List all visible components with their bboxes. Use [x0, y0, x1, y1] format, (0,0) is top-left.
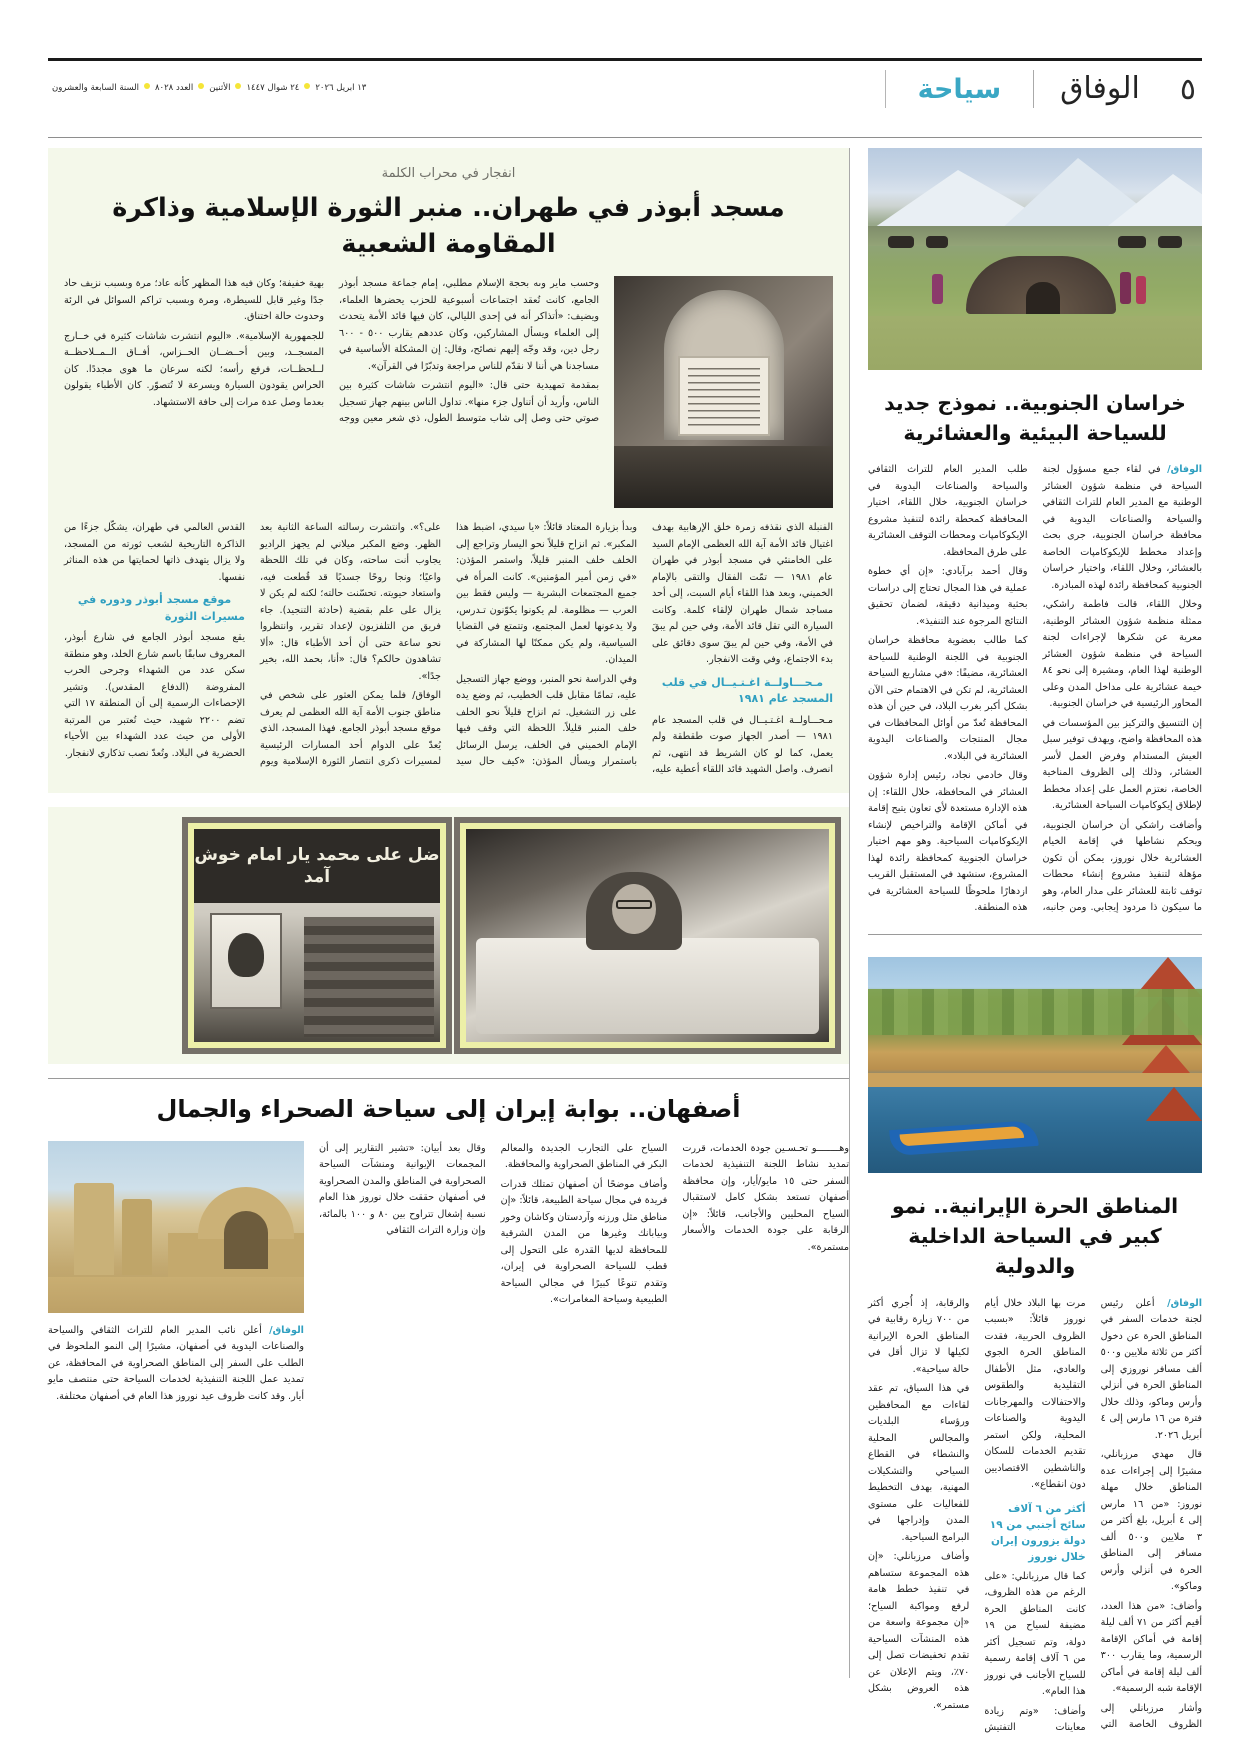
left-article-2-headline: المناطق الحرة الإيرانية.. نمو كبير في السياحة الداخلية والدولية: [891, 1194, 1179, 1278]
left-article-2-c1-p4: وأشار مرزبانلي إلى الظروف الخاصة التي مرت بها البلاد خلال أيام نوروز قائلاً: «بسبب الظروف الحربية، فقدت المناطق الحرة الجوي والعادي، مثل الأطفال التقليدية والطقوس والاحتفالات والمهرجانات اليدوية والصناعات المحلية، ولكن استمر تقديم الخدمات للسكان والناشطين الاقتصاديين دون انقطاع».: [984, 1297, 1202, 1731]
left-article-1-para-2: وخلال اللقاء، قالت فاطمة راشكي، ممثلة منظمة شؤون العشائر الوطنية، معرية عن شكرها لإجراءات لجنة السياحة في منظمة شؤون العشائر الوطنية لهذا العام، ومشيرة إلى نحو ٨٤ خيمة عشائرية على مداخل المدن وعلى المحاور الرئيسية في خراسان الجنوبية.: [1042, 599, 1202, 710]
bottom-col-3: [501, 1141, 668, 1409]
tower-shape: [122, 1199, 152, 1275]
left-article-1-para-3: إن التنسيق والتركيز بين المؤسسات في هذه المحافظة واضح، ويهدف توفير سبل العيش المستدام وفرض العمل لأسر العشائر، وذلك إلى الظروف المناخية الخاصة، نعتزم العمل على إعداد مخطط لإطلاق إيكوكامپات السياحة العشائرية.: [1042, 717, 1202, 812]
masthead-divider-2: [885, 70, 886, 108]
left-article-1-headline: خراسان الجنوبية.. نموذج جديد للسياحة البيئية والعشائرية: [884, 391, 1186, 445]
main-headline: مسجد أبوذر في طهران.. منبر الثورة الإسلامية وذاكرة المقاومة الشعبية: [112, 193, 785, 260]
welcome-poster-photo: [188, 823, 446, 1048]
left-article-1-para-1: في لقاء جمع مسؤول لجنة السياحة في منظمة شؤون العشائر الوطنية مع المدير العام للتراث الثقافي والسياحة والصناعات اليدوية في محافظة خراسان الجنوبية، جرى بحث وإعداد مخطط للإيكوكامپات الخاصة بالعشائر، وخلال اللقاء، واختيار خراسان الجنوبية كمحافظة رائدة لهذه المبادرة.: [1042, 464, 1202, 591]
bottom-article-block: [48, 1093, 849, 1408]
issue-meta: [48, 83, 885, 93]
left-article-2-c1-p1: أعلن رئيس لجنة خدمات السفر في المناطق الحرة عن دخول أكثر من ثلاثة ملايين و٥٠٠ ألف مسافر نوروزي إلى المناطق الحرة في أنزلي وأرس وماكو، وذلك خلال فترة من ١٦ مارس إلى ٤ أبريل ٢٠٢٦.: [1100, 1297, 1203, 1441]
minbar-stairs: [304, 917, 434, 1037]
wefagh-lead-tag: الوفاق/: [1167, 1297, 1202, 1309]
mosque-floor: [614, 446, 833, 508]
tree-line: [868, 989, 1202, 1035]
main-lede-p1: وحسب ماير وىه بحجة الإسلام مطلبي، إمام جماعة مسجد أبوذر الجامع، كانت تُعقد اجتماعات أسبوعية للحزب يحضرها العلماء، ويضيف: «أتذاكر أنه في إحدى الليالي، كان فيها قائد الأمة يتحدث إلى العلماء ويسأل المشاركين، وكان عددهم يقارب ٥٠٠ - ٦٠٠ رجل دين، وقد وجّه إليهم نصائح، وقال: إن المشكلة الأساسية في مساجدنا هي أننا لا نقدّم للناس مراجعة وتدبّرًا في القرآن».: [339, 278, 599, 372]
desert-landmark-photo: [48, 1141, 304, 1313]
wefagh-lead-tag: الوفاق/: [1167, 464, 1202, 476]
patient-figure: [586, 872, 682, 950]
boat-interior: [900, 1126, 1025, 1147]
bottom-c1-p1: أعلن نائب المدير العام للتراث الثقافي والسياحة والصناعات اليدوية في أصفهان، مشيرًا إلى النمو الملحوظ في الطلب على السفر إلى المناطق الصحراوية في المحافظة، عن تمديد عمل اللجنة التنفيذية لخدمات السياحة حتى منتصف مايو أيار. وقد كانت ظروف عيد نوروز هذا العام في أصفهان مختلفة.: [47, 1324, 304, 1402]
nomad-camp-photo: [868, 148, 1202, 370]
main-lede-p3: للجمهورية الإسلامية». «اليوم انتشرت شاشات كثيرة في خــارج المسجــد، وبين أحــضــان الحــزاس، أفــاق الــمــلاحظــة لــلحظــات، فرفع رأسه؛ لكنه سرعان ما هوى مجددًا. كان الحراس يقودون السيارة ويسرعة لا تُتصوّر. كان الأطباء يقولون بعدما وصل عدة مرات إلى حافة الاستشهاد.: [64, 330, 324, 408]
issue-meta-day: الأثنين: [209, 82, 231, 93]
face-shape: [612, 884, 656, 934]
calligraphy-lines: [688, 368, 760, 428]
paper-name: الوفاق: [1060, 70, 1140, 106]
masthead-bottom-rule: [48, 137, 1202, 138]
left-article-1-para-5: وقال أحمد برآبادي: «إن أي خطوة عملية في هذا المجال تحتاج إلى دراسات بحثية وميدانية دقيقة، لضمان تحقيق النتائج المرجوة عند التنفيذ».: [868, 566, 1028, 627]
leader-portrait: [210, 913, 282, 1009]
main-column: [48, 148, 849, 1688]
boat: [889, 1120, 1038, 1156]
main-subhead-1: مـحـــاولــة اغـتـيــال في قلب المسجد عام ١٩٨١: [661, 675, 833, 706]
issue-meta-year: السنة السابعة والعشرون: [52, 82, 139, 93]
wooden-deck: [868, 1073, 1202, 1087]
wefagh-lead-tag: الوفاق/: [269, 1324, 304, 1336]
nomad-tent: [966, 256, 1116, 314]
left-article-1-body: [868, 462, 1202, 918]
bottom-col-4: [682, 1141, 849, 1409]
livestock: [1158, 236, 1182, 248]
livestock: [926, 236, 948, 248]
mosque-archive-photo: [614, 276, 833, 508]
bottom-c3-p2: وأضاف موضحًا أن أصفهان تمتلك قدرات فريدة في مجال سياحة الطبيعة، قائلاً: «إن مناطق مثل ورزنه وآردستان وكاشان وخور وبيابانك وغيرها من المدن الشرقية للمحافظة لديها القدرة على التحول إلى قطب للسياحة الصحراوية في إيران، وتقدم تنوعًا كبيرًا في مجالي السياحة الطبيعية وسياحة المغامرات».: [500, 1178, 668, 1305]
issue-meta-issue: العدد ٨٠٢٨: [154, 82, 194, 93]
portrait-head: [228, 933, 264, 977]
issue-meta-gregorian: ١٣ ابريل ٢٠٢٦: [315, 82, 367, 93]
left-article-1-para-7: وقال خادمي نجاد، رئيس إدارة شؤون العشائر في المحافظة، خلال اللقاء: إن هذه الإدارة مستعدة لأي تعاون يتيح إقامة في أماكن الإقامة والتراخيص لإنشاء الإيكوكامپات السياحية. وهو مهم اختيار خراسان الجنوبية كمحافظة رائدة لهذا المشروع، سنشهد في المستقبل القريب ازدهارًا ملحوظًا للسياحة العشائرية في هذه المنطقة.: [868, 770, 1028, 914]
bottom-col-2: [319, 1141, 486, 1409]
main-lede-row: [64, 276, 833, 508]
left-article-2-c3-p1: في هذا السياق، تم عقد لقاءات مع المحافظين ورؤساء البلديات والمجالس المحلية والنشطاء في القطاع السياحي والتشكيلات المهنية، بهدف التخطيط للفعاليات على مستوى المدن وإدراجها في البرامج السياحية.: [868, 1383, 970, 1543]
bottom-c3-p1: السياح على التجارب الجديدة والمعالم البكر في المناطق الصحراوية والمحافظة.: [500, 1142, 668, 1170]
bullet-dot-icon: [235, 83, 241, 89]
bottom-col-1-wrap: [48, 1141, 304, 1409]
poster-text: ضل على محمد يار امام خوش آمد: [194, 844, 440, 887]
hospital-photo: [460, 823, 835, 1048]
mountain-shape: [1103, 174, 1202, 230]
left-article-2-c1-p3: وأضاف: «من هذا العدد، أقيم أكثر من ٧١ ألف ليلة إقامة في أماكن الإقامة الرسمية، وما يقارب ٣٠٠ ألف ليلة إقامة في أماكن الإقامة شبه الرسمية».: [1100, 1600, 1203, 1695]
main-lede-p2: بمقدمة تمهيدية حتى قال: «اليوم انتشرت شاشات كثيرة بين الناس، وأريد أن أتناول جزء منها». تداول الناس بينهم جهاز تسجيل صوتي حتى وصل إلى شاب متوسط الطول، ذي شعر معين ووجه بهية خفيفة؛ وكان فيه هذا المظهر كأنه عاد؛ مرة وبسبب نزيف حاد جدًا وغير قابل للسيطرة، ومرة وبسبب تراكم السوائل في الرئة وحدوث حالة اختناق.: [64, 278, 599, 425]
section-name: سياحة: [917, 73, 1002, 105]
bullet-dot-icon: [198, 83, 204, 89]
left-article-2-body: [868, 1296, 1202, 1737]
arch-shape: [224, 1211, 268, 1269]
main-sidebar-note: يقع مسجد أبوذر الجامع في شارع أبوذر، المعروف سابقًا باسم شارع الخلد، وهو منطقة سكن عدد من الشهداء وجرحى الحرب المفروضة (الدفاع المقدس). وتشير الإحصاءات الرسمية إلى أن المنطقة ١٧ التي تضم ٢٢٠٠ شهيد، حيث تُعتبر من المرتبة الأولى من حيث عدد الشهداء بين الأحياء الحضرية في البلاد. وتُعدّ نصب تذكاري لانفجار.: [64, 632, 246, 759]
main-col-4: الوفاق/ فلما يمكن العثور على شخص في مناطق جنوب الأمة آية الله العظمى لم يعرف موقع مسجد أبوذر الجامع. فهذا المسجد، الذي يُعدّ على الدوام أحد المسارات الرئيسية لمسيرات ذكرى انتصار الثورة الإسلامية ويوم القدس العالمي في طهران، يشكّل جزءًا من الذاكرة التاريخية لشعب ثورته من المسجد، ولا يزال يتهدف ذاتها لحمايتها من هذه المناثر نفسها.: [64, 522, 441, 768]
main-subhead-2: موقع مسجد أبوذر ودوره في مسيرات الثورة: [77, 593, 245, 623]
chalet-roof: [1146, 1087, 1202, 1121]
left-article-1-para-6: كما طالب بعضوية محافظة خراسان الجنوبية في اللجنة الوطنية للسياحة العشائرية، مضيفًا: «في مشاريع السياحة العشائرية، لم تكن في الاهتمام حتى الآن بشكل أكبر بغرب البلاد، في حين أن هذه المحافظة تُعدّ من أوائل المحافظات في مجال المنتجات والصناعات اليدوية العشائرية في البلاد».: [868, 635, 1028, 762]
person-figure: [1120, 272, 1131, 304]
page-number: ٥: [1179, 71, 1196, 107]
main-col-2: مـحـــاولــة اغـتـيــال في قلب المسجد عام ١٩٨١ — أصدر الجهاز صوت طقطقة ولم يعمل، كما لو كان الشريط قد انتهى، ثم انصرف. واصل الشهيد قائد اللقاء أعطية عليه، وبدأ بزيارة المعتاد قائلاً: «يا سيدي، اضبط هذا المكبر». ثم انزاح قليلاً نحو اليسار وتراجع إلى الخلف خلف المنبر قليلاً، واستمر المؤذن: «في زمن أمير المؤمنين». كانت المرأة في جميع المجتمعات البشرية — وليس فقط بين العرب — مظلومة. لم يكونوا يكوّنون تـدرس، ولا يدعونها لعمل المجتمع، وتتمتع في القضايا السياسية، ولم يكن ممكنًا لها المشاركة في الميدان.: [456, 522, 833, 776]
left-article-2-c2-p1: كما قال مرزبانلي: «على الرغم من هذه الظروف، كانت المناطق الحرة مضيفة لسياح من ١٩ دولة، وتم تسجيل أكثر من ٦ آلاف إقامة رسمية للسياح الأجانب في نوروز هذا العام».: [984, 1570, 1086, 1698]
bottom-article-row: [48, 1141, 849, 1409]
masthead: [48, 58, 1202, 110]
lake-resort-photo: [868, 957, 1202, 1173]
livestock: [888, 236, 914, 248]
bottom-c4-p1: وهــــــــو تحـسـين جودة الخدمات، قررت تمديد نشاط اللجنة التنفيذية لخدمات السفر حتى ١٥ مايو/أيار، وإن محافظة أصفهان تستعد بشكل كامل لاستقبال السياح المحليين والأجانب، قائلاً: «إن الرقابة على جودة الخدمات والأسعار مستمرة».: [682, 1142, 849, 1253]
glasses-icon: [616, 900, 652, 909]
main-rule-bottom: [48, 1078, 849, 1079]
main-col-1: الفنبلة الذي نقذفه زمرة خلق الإرهابية بهدف اغتيال قائد الأمة آية الله العظمى الإمام السيد على الخامنئي في مسجد أبوذر في طهران عام ١٩٨١ — تمّت الفقال والتقى بالإمام الخميني، وبعد هذا اللقاء أيام السبت، إلى أحد مساجد شمال طهران لإلقاء كلمة. وكانت السيارة التي تقل قائد الأمة، وفي حين لم يبقَ في الأمة، وفي حين لم يبقَ سوى دقائق على بدء الاجتماع، وفي وقت الانفجار.: [652, 522, 834, 666]
left-article-2-pullquote: أكثر من ٦ آلاف سائح أجنبي من ١٩ دولة يزورون إيران خلال نوروز: [989, 1502, 1086, 1564]
bottom-c2-p1: وقال بعد أبيان: «تشير التقارير إلى أن المجمعات الإيوانية ومنشآت السياحة الصحراوية في المناطق والمدن الصحراوية في أصفهان حققت خلال نوروز هذا العام نسبة إشغال تتراوح بين ٨٠ و ١٠٠ بالمائة، وإن وزارة التراث الثقافي: [318, 1142, 486, 1236]
left-article-1-para-4: وأضافت راشكي أن خراسان الجنوبية، ويحكم نشاطها في إقامة الخيام العشائرية خلال نوروز، يمكن أن تكون مؤهلة لتنفيذ مشروع إنشاء محطات توقف ثابتة للعشائر على مدار العام، وهو ما سيكون ذا مردود إيجابي. ومن جانبه، طلب المدير العام للتراث الثقافي والسياحة والصناعات اليدوية في خراسان الجنوبية، خلال اللقاء، اختيار المحافظة كمحطة رائدة لتنفيذ مشروع الإيكوكامپات ومحطات التوقف العشائرية على طرق المحافظة.: [868, 464, 1202, 914]
mihrab-arch: [664, 290, 784, 440]
bottom-article-headline: أصفهان.. بوابة إيران إلى سياحة الصحراء والجمال: [156, 1094, 741, 1123]
tent-opening: [1026, 282, 1060, 314]
left-article-2-c3-p2: وأضاف مرزبانلي: «إن هذه المجموعة ستساهم في تنفيذ خطط هامة لرفع ومواكبة السياح؛ «إن مجموعة واسعة من هذه المنشآت السياحية تقدم تخفيضات تصل إلى ٧٠٪، ويتم الإعلان عن هذه العروض بشكل مستمر».: [868, 1551, 970, 1711]
photo-strip: [48, 807, 849, 1064]
main-col-3: وفي الدراسة نحو المنبر، ووضع جهاز التسجيل عليه، تمامًا مقابل قلب الخطيب، ثم وضع يده على زر التشغيل. ثم انزاح قليلاً نحو الخلف خلف المنبر قليلاً. اللحظة التي وقف فيها الإمام الخميني في الخلف، يرسل الرسائل باستمرار ويسأل المؤذن: «كيف حال سيد على؟». وانتشرت رسالته الساعة الثانية بعد الظهر. وضع المكبر ميلاني لم يجهز الراديو يجاوب أنت ساحته، وكان في تلك اللحظة واعيًا؛ ونجا روحًا جسديًا قد قُطعت فيه، واستعاد حيويته. تحسّنت حالته؛ لكنه لم يكن لا يزال على علم بقضية (حادثة التنجيد). جاء فريق من التلفزيون لإعداد تقرير، وانتظروا نحو ساعة حتى أن أحد الأطباء قال: «ألا تشاهدون حالكم؟ قال: «أنا، بحمد الله، بخير جدًا».: [260, 522, 637, 768]
main-article-block: [48, 148, 849, 793]
left-column: [850, 148, 1250, 1734]
grass-foreground: [868, 316, 1202, 370]
livestock: [1118, 236, 1146, 248]
main-kicker: انفجار في محراب الكلمة: [381, 166, 516, 181]
bullet-dot-icon: [304, 83, 310, 89]
bullet-dot-icon: [144, 83, 150, 89]
masthead-divider-1: [1033, 70, 1034, 108]
calligraphy-banner: [678, 356, 770, 436]
main-lede-text: [64, 276, 599, 508]
poster-banner: [194, 829, 440, 903]
person-figure: [1136, 276, 1146, 304]
person-figure: [932, 274, 943, 304]
left-rule-1: [868, 934, 1202, 935]
tower-shape: [74, 1183, 114, 1275]
hospital-bed: [476, 938, 819, 1034]
bottom-col-1: [48, 1323, 304, 1406]
sand-foreground: [48, 1277, 304, 1313]
main-article-columns: [64, 520, 833, 779]
left-article-2-c1-p2: قال مهدي مرزبانلي، مشيرًا إلى إجراءات عدة المناطق خلال مهلة نوروز: «من ١٦ مارس إلى ٤ أبريل، بلغ أكثر من ٣ ملايين و٥٠٠ ألف مسافر إلى المناطق الحرة في أنزلي وأرس وماكو».: [1100, 1449, 1202, 1593]
left-article-2-c2-p2: وأضاف: «وتم زيادة معاينات التفتيش والرقابة، إذ أُجري أكثر من ٧٠٠ زيارة رقابية في المناطق الحرة الإيرانية لكيلها لا تزال أقل في حالة سياحية».: [868, 1297, 1086, 1734]
issue-meta-hijri: ٢٤ شوال ١٤٤٧: [246, 82, 300, 93]
ridge-shape: [868, 226, 1202, 246]
